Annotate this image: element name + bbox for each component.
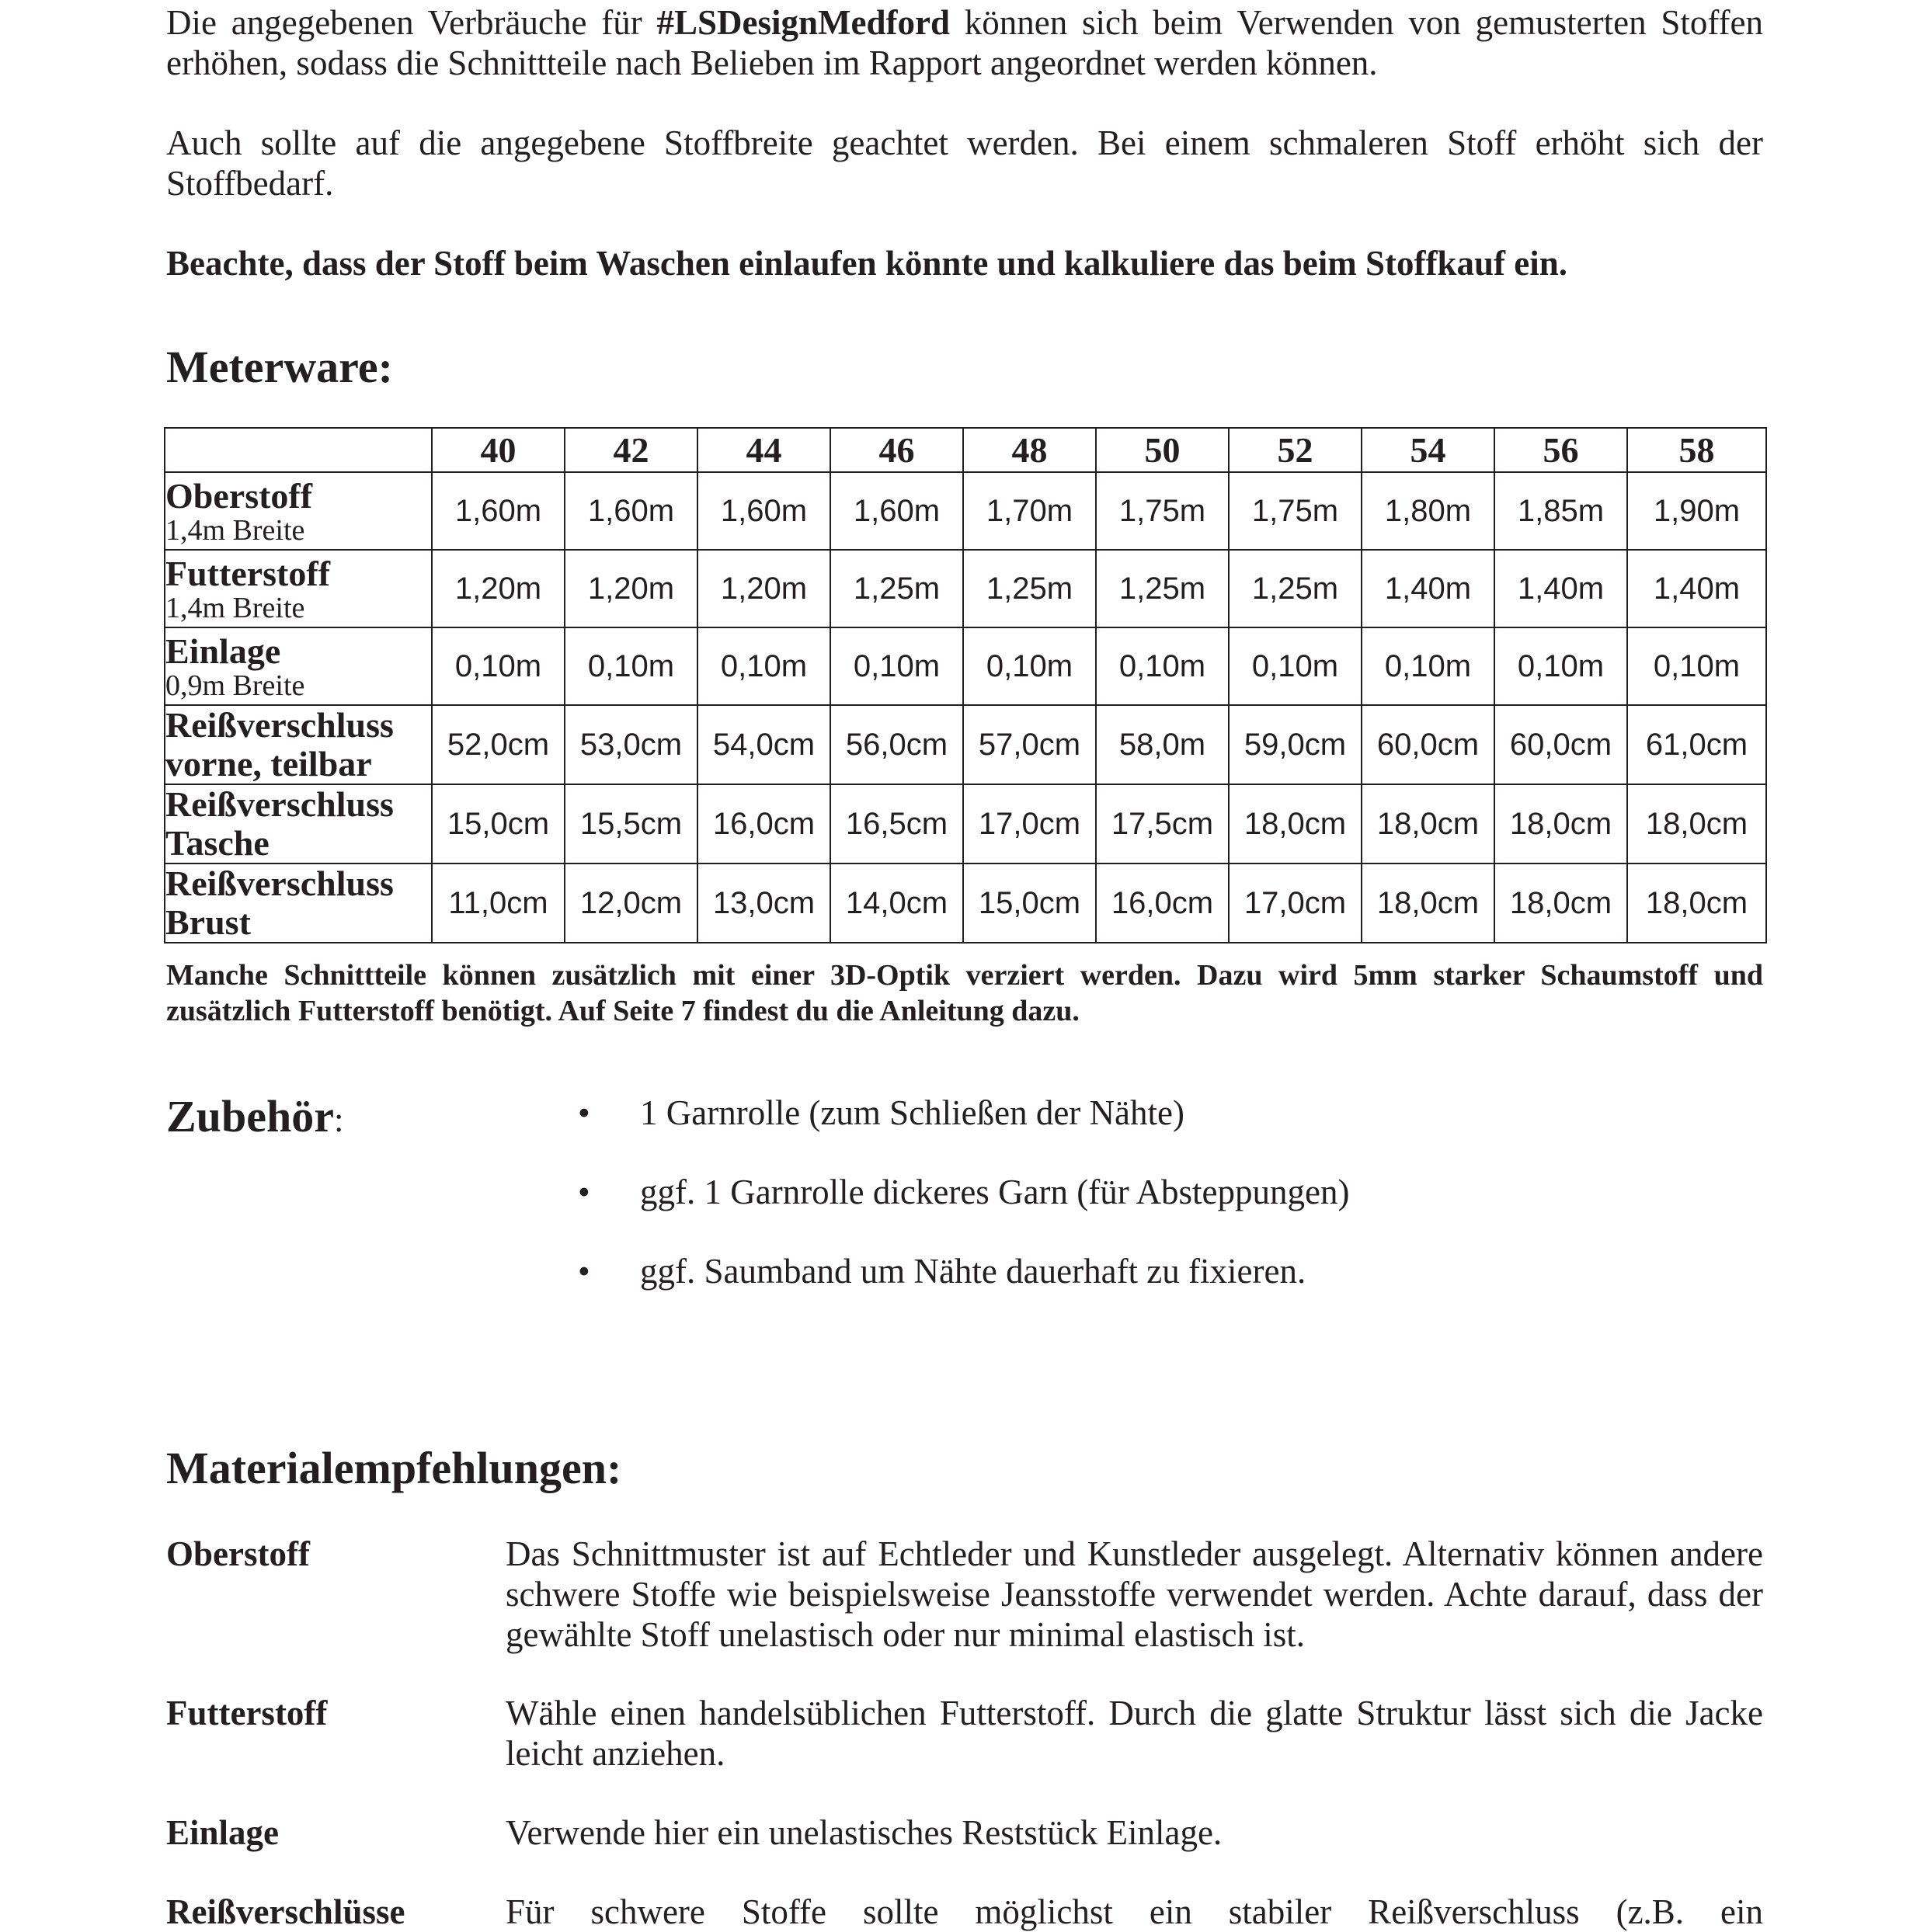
table-cell: 1,25m	[830, 550, 963, 627]
intro-paragraph-1	[166, 2, 1763, 83]
table-cell: 0,10m	[1229, 627, 1362, 705]
table-cell: 54,0cm	[697, 705, 830, 784]
table-cell: 0,10m	[830, 627, 963, 705]
table-cell: 1,20m	[565, 550, 697, 627]
row-label-sub: 1,4m Breite	[165, 592, 305, 624]
meterware-heading: Meterware:	[166, 342, 393, 392]
table-cell: 57,0cm	[963, 705, 1096, 784]
table-cell: 1,60m	[697, 472, 830, 550]
table-cell: 1,25m	[1229, 550, 1362, 627]
material-text: Das Schnittmuster ist auf Echtleder und Kunstleder ausgelegt. Alternativ können andere schwere Stoffe wie beispielsweise Jeansstoffe verwendet werden. Achte darauf, dass der gewählte Stoff unelastisch oder nur minimal elastisch ist.	[506, 1534, 1763, 1654]
row-label	[165, 627, 432, 705]
table-row	[165, 472, 1766, 550]
table-cell: 59,0cm	[1229, 705, 1362, 784]
row-label-main: Reißverschluss Brust	[165, 863, 394, 942]
material-text: Verwende hier ein unelastisches Reststück Einlage.	[506, 1813, 1223, 1852]
size-header: 54	[1362, 428, 1494, 472]
table-cell: 14,0cm	[830, 863, 963, 943]
table-cell: 1,60m	[432, 472, 565, 550]
table-cell: 1,25m	[963, 550, 1096, 627]
table-cell: 1,85m	[1494, 472, 1627, 550]
table-cell: 1,80m	[1362, 472, 1494, 550]
material-label: Oberstoff	[166, 1534, 310, 1573]
table-cell: 16,5cm	[830, 784, 963, 863]
row-label-main: Einlage	[165, 631, 281, 671]
table-cell: 0,10m	[1096, 627, 1229, 705]
table-cell: 56,0cm	[830, 705, 963, 784]
table-cell: 1,90m	[1627, 472, 1766, 550]
accessories-list	[578, 1093, 1349, 1330]
row-label	[165, 550, 432, 627]
list-item	[578, 1172, 1349, 1251]
table-cell: 1,40m	[1362, 550, 1494, 627]
size-header: 40	[432, 428, 565, 472]
table-cell: 13,0cm	[697, 863, 830, 943]
foam-note: Manche Schnittteile können zusätzlich mit einer 3D-Optik verziert werden. Dazu wird 5mm starker Schaumstoff und zusätzlich Futterstoff benötigt. Auf Seite 7 findest du die Anleitung dazu.	[166, 959, 1763, 1027]
size-header: 50	[1096, 428, 1229, 472]
list-item-text: 1 Garnrolle (zum Schließen der Nähte)	[640, 1093, 1184, 1132]
table-row	[165, 627, 1766, 705]
table-cell: 1,20m	[697, 550, 830, 627]
table-cell: 18,0cm	[1627, 863, 1766, 943]
material-text: Für schwere Stoffe sollte möglichst ein stabiler Reißverschluss (z.B. ein	[506, 1892, 1763, 1931]
table-row	[165, 863, 1766, 943]
row-label-sub: 1,4m Breite	[165, 514, 305, 547]
table-cell: 1,75m	[1229, 472, 1362, 550]
table-cell: 52,0cm	[432, 705, 565, 784]
bullet-icon: •	[578, 1173, 590, 1211]
table-cell: 1,60m	[565, 472, 697, 550]
zubehoer-heading	[166, 1091, 343, 1145]
size-header: 46	[830, 428, 963, 472]
intro-paragraph-3: Beachte, dass der Stoff beim Waschen einlaufen könnte und kalkuliere das beim Stoffkauf ein.	[166, 244, 1567, 283]
table-row	[165, 705, 1766, 784]
row-label	[165, 863, 432, 943]
table-cell: 16,0cm	[1096, 863, 1229, 943]
table-cell: 60,0cm	[1494, 705, 1627, 784]
table-cell: 0,10m	[565, 627, 697, 705]
row-label-main: Futterstoff	[165, 554, 331, 593]
material-text: Wähle einen handelsüblichen Futterstoff. Durch die glatte Struktur lässt sich die Jacke leicht anziehen.	[506, 1694, 1763, 1773]
intro-text: können sich beim Verwenden von gemusterten Stoffen erhöhen, sodass die Schnittteile nach Belieben im Rapport angeordnet werden können.	[166, 3, 1764, 82]
table-cell: 1,40m	[1494, 550, 1627, 627]
table-cell: 1,75m	[1096, 472, 1229, 550]
table-cell: 18,0cm	[1627, 784, 1766, 863]
material-label: Futterstoff	[166, 1694, 328, 1732]
table-cell: 15,5cm	[565, 784, 697, 863]
hashtag-text: #LSDesignMedford	[656, 3, 950, 42]
fabric-consumption-table	[164, 427, 1767, 943]
row-label-main: Oberstoff	[165, 476, 313, 516]
table-cell: 1,40m	[1627, 550, 1766, 627]
list-item	[578, 1251, 1349, 1330]
intro-text: Die angegebenen Verbräuche für	[166, 3, 657, 42]
table-cell: 16,0cm	[697, 784, 830, 863]
table-cell: 17,0cm	[1229, 863, 1362, 943]
list-item-text: ggf. 1 Garnrolle dickeres Garn (für Absteppungen)	[640, 1173, 1350, 1211]
size-header: 58	[1627, 428, 1766, 472]
row-label-main: Reißverschluss Tasche	[165, 784, 394, 863]
row-label	[165, 472, 432, 550]
table-cell: 1,20m	[432, 550, 565, 627]
table-cell: 1,60m	[830, 472, 963, 550]
material-heading: Materialempfehlungen:	[166, 1443, 622, 1493]
table-cell: 17,0cm	[963, 784, 1096, 863]
zubehoer-heading-text: Zubehör	[166, 1091, 334, 1141]
table-cell: 0,10m	[1627, 627, 1766, 705]
table-cell: 0,10m	[1362, 627, 1494, 705]
material-label: Reißverschlüsse	[166, 1892, 405, 1931]
header-empty-cell	[165, 428, 432, 472]
bullet-icon: •	[578, 1252, 590, 1291]
table-cell: 17,5cm	[1096, 784, 1229, 863]
table-cell: 15,0cm	[432, 784, 565, 863]
intro-paragraph-2: Auch sollte auf die angegebene Stoffbreite geachtet werden. Bei einem schmaleren Stoff erhöht sich der Stoffbedarf.	[166, 123, 1763, 203]
table-cell: 18,0cm	[1362, 863, 1494, 943]
size-header: 48	[963, 428, 1096, 472]
table-cell: 12,0cm	[565, 863, 697, 943]
table-cell: 18,0cm	[1229, 784, 1362, 863]
zubehoer-heading-colon: :	[333, 1100, 344, 1139]
table-cell: 1,25m	[1096, 550, 1229, 627]
row-label-sub: 0,9m Breite	[165, 669, 305, 702]
table-cell: 11,0cm	[432, 863, 565, 943]
table-cell: 61,0cm	[1627, 705, 1766, 784]
table-cell: 53,0cm	[565, 705, 697, 784]
size-header: 52	[1229, 428, 1362, 472]
table-cell: 0,10m	[1494, 627, 1627, 705]
table-cell: 18,0cm	[1494, 784, 1627, 863]
list-item	[578, 1093, 1349, 1172]
row-label-main: Reißverschluss vorne, teilbar	[165, 705, 394, 784]
table-row	[165, 550, 1766, 627]
table-cell: 60,0cm	[1362, 705, 1494, 784]
size-header-row	[165, 428, 1766, 472]
table-row	[165, 784, 1766, 863]
table-cell: 1,70m	[963, 472, 1096, 550]
table-cell: 18,0cm	[1494, 863, 1627, 943]
table-cell: 18,0cm	[1362, 784, 1494, 863]
row-label	[165, 784, 432, 863]
table-cell: 0,10m	[697, 627, 830, 705]
table-cell: 0,10m	[963, 627, 1096, 705]
size-header: 44	[697, 428, 830, 472]
size-header: 56	[1494, 428, 1627, 472]
table-cell: 15,0cm	[963, 863, 1096, 943]
material-label: Einlage	[166, 1813, 280, 1852]
size-header: 42	[565, 428, 697, 472]
row-label	[165, 705, 432, 784]
list-item-text: ggf. Saumband um Nähte dauerhaft zu fixieren.	[640, 1252, 1306, 1291]
bullet-icon: •	[578, 1093, 590, 1132]
table-cell: 58,0m	[1096, 705, 1229, 784]
table-cell: 0,10m	[432, 627, 565, 705]
